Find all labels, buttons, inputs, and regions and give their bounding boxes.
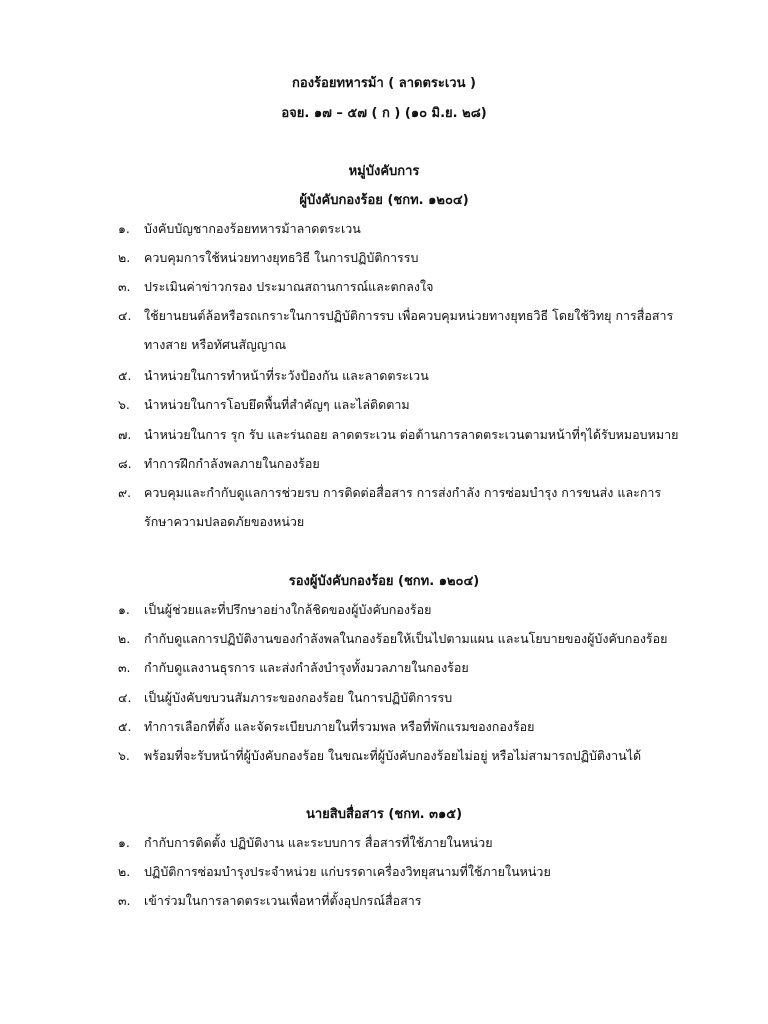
list-item — [118, 277, 433, 297]
item-text: นำหน่วยในการทำหน้าที่ระวังป้องกัน และลาดตระเวน — [144, 368, 429, 383]
list-item — [118, 454, 320, 474]
list-item — [118, 891, 422, 911]
section-title-commander: ผู้บังคับกองร้อย (ชกท. ๑๒๐๔) — [299, 193, 469, 208]
item-number: ๔. — [118, 308, 132, 323]
item-number: ๕. — [118, 719, 132, 734]
item-number: ๘. — [118, 456, 132, 471]
item-text: เป็นผู้ช่วยและที่ปรึกษาอย่างใกล้ชิดของผู้บังคับกองร้อย — [144, 602, 432, 617]
list-item — [118, 306, 673, 326]
item-text: กำกับดูแลการปฏิบัติงานของกำลังพลในกองร้อยให้เป็นไปตามแผน และนโยบายของผู้บังคับกองร้อย — [144, 631, 668, 646]
item-number: ๒. — [118, 864, 131, 879]
item-number: ๓. — [118, 660, 131, 675]
unit-title: กองร้อยทหารม้า ( ลาดตระเวน ) — [292, 76, 476, 91]
section-title-signal-nco: นายสิบสื่อสาร (ชกท. ๓๑๕) — [305, 807, 463, 822]
item-text: ปฏิบัติการซ่อมบำรุงประจำหน่วย แก่บรรดาเครื่องวิทยุสนามที่ใช้ภายในหน่วย — [144, 864, 551, 879]
item-number: ๒. — [118, 250, 131, 265]
list-item — [118, 658, 469, 678]
item-text: เข้าร่วมในการลาดตระเวนเพื่อหาที่ตั้งอุปกรณ์สื่อสาร — [144, 893, 422, 908]
list-item — [118, 688, 452, 708]
item-number: ๗. — [118, 427, 132, 442]
item-number: ๔. — [118, 690, 132, 705]
item-text: ควบคุมและกำกับดูแลการช่วยรบ การติดต่อสื่อสาร การส่งกำลัง การซ่อมบำรุง การขนส่ง และการ — [144, 485, 662, 500]
item-number: ๖. — [118, 748, 130, 763]
item-number: ๙. — [118, 485, 132, 500]
list-item — [118, 366, 429, 386]
item-text: บังคับบัญชากองร้อยทหารม้าลาดตระเวน — [144, 221, 361, 236]
list-item — [118, 862, 551, 882]
list-item — [118, 395, 410, 415]
list-item — [118, 717, 535, 737]
item-text: ทำการฝึกกำลังพลภายในกองร้อย — [144, 456, 320, 471]
list-item — [118, 483, 661, 503]
reference-line: อจย. ๑๗ – ๕๗ ( ก ) (๑๐ มิ.ย. ๒๘) — [281, 106, 487, 121]
item-continuation: ทางสาย หรือทัศนสัญญาณ — [144, 337, 287, 352]
item-text: นำหน่วยในการ รุก รับ และร่นถอย ลาดตระเวน ต่อต้านการลาดตระเวนตามหน้าที่ๆได้รับหมอบหมาย — [144, 427, 679, 442]
item-text: นำหน่วยในการโอบยึดพื้นที่สำคัญๆ และไล่ติดตาม — [144, 397, 410, 412]
section-group-title: หมู่บังคับการ — [348, 164, 420, 179]
item-number: ๓. — [118, 893, 131, 908]
item-number: ๕. — [118, 368, 132, 383]
list-item — [118, 219, 361, 239]
item-text: พร้อมที่จะรับหน้าที่ผู้บังคับกองร้อย ในขณะที่ผู้บังคับกองร้อยไม่อยู่ หรือไม่สามารถปฏิบัติงานได้ — [144, 748, 642, 763]
item-number: ๑. — [118, 221, 130, 236]
item-number: ๓. — [118, 279, 131, 294]
list-item — [118, 629, 667, 649]
list-item — [118, 600, 431, 620]
item-number: ๑. — [118, 602, 130, 617]
list-item — [118, 425, 678, 445]
item-text: ใช้ยานยนต์ล้อหรือรถเกราะในการปฏิบัติการรบ เพื่อควบคุมหน่วยทางยุทธวิธี โดยใช้วิทยุ การสื่อสาร — [144, 308, 674, 323]
item-text: ควบคุมการใช้หน่วยทางยุทธวิธี ในการปฏิบัติการรบ — [144, 250, 419, 265]
item-number: ๖. — [118, 397, 130, 412]
list-item — [118, 746, 641, 766]
list-item — [118, 248, 418, 268]
item-number: ๑. — [118, 835, 130, 850]
item-text: เป็นผู้บังคับขบวนสัมภาระของกองร้อย ในการปฏิบัติการรบ — [144, 690, 453, 705]
list-item — [118, 833, 493, 853]
item-number: ๒. — [118, 631, 131, 646]
item-text: ทำการเลือกที่ตั้ง และจัดระเบียบภายในที่รวมพล หรือที่พักแรมของกองร้อย — [144, 719, 535, 734]
item-text: ประเมินค่าข่าวกรอง ประมาณสถานการณ์และตกลงใจ — [144, 279, 434, 294]
item-text: กำกับดูแลงานธุรการ และส่งกำลังบำรุงทั้งมวลภายในกองร้อย — [144, 660, 469, 675]
item-text: กำกับการติดตั้ง ปฏิบัติงาน และระบบการ สื่อสารที่ใช้ภายในหน่วย — [144, 835, 493, 850]
item-continuation: รักษาความปลอดภัยของหน่วย — [144, 514, 305, 529]
section-title-deputy-commander: รองผู้บังคับกองร้อย (ชกท. ๑๒๐๔) — [288, 574, 480, 589]
